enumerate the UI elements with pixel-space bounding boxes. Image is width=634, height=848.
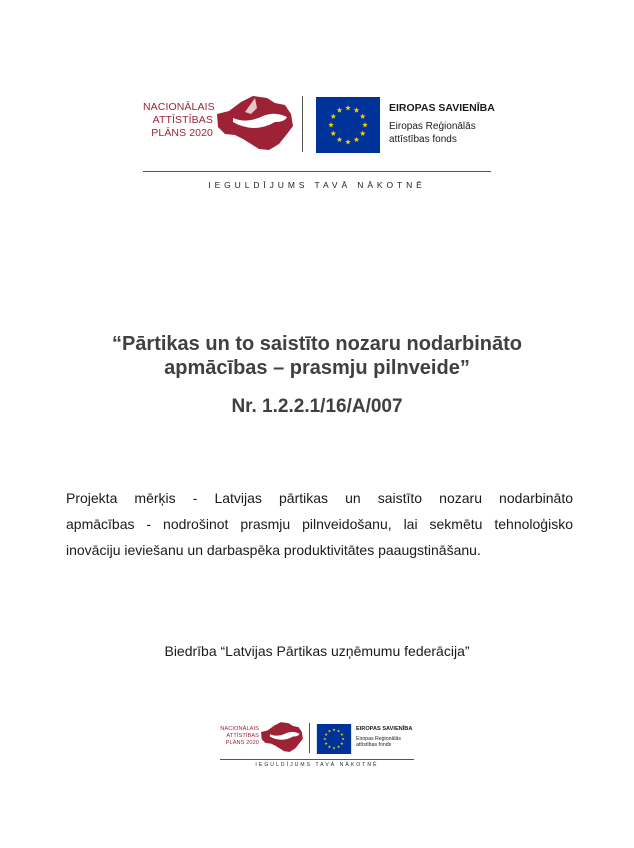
national-plan-line2: ATTĪSTĪBAS [226, 733, 259, 739]
national-plan-line2: ATTĪSTĪBAS [152, 114, 213, 126]
national-plan-text [143, 101, 213, 140]
national-plan-line3: PLĀNS 2020 [225, 740, 259, 746]
eu-fund-line1: Eiropas Reģionālās [356, 735, 401, 742]
banner-rule [143, 171, 491, 172]
eu-fund-line2: attīstības fonds [356, 742, 392, 748]
eu-flag-logo [316, 97, 380, 153]
eu-text [356, 726, 412, 749]
latvia-map-logo [260, 721, 304, 753]
latvia-map-logo [215, 94, 295, 152]
eu-text [389, 102, 495, 146]
goal-line: apmācības - nodrošinot prasmju pilnveidošanu, lai sekmētu tehnoloģisko [66, 516, 573, 532]
goal-line: inovāciju ieviešanu un darbaspēka produktivitātes paaugstināšanu. [66, 542, 481, 558]
national-plan-line1: NACIONĀLAIS [143, 101, 215, 113]
bottom-logo-banner [220, 721, 414, 769]
national-plan-line1: NACIONĀLAIS [220, 726, 259, 732]
top-logo-banner [143, 94, 495, 190]
eu-title: EIROPAS SAVIENĪBA [389, 102, 495, 114]
eu-fund-line1: Eiropas Reģionālās [389, 121, 476, 132]
title-line2: apmācības – prasmju pilnveide” [164, 357, 470, 379]
eu-title: EIROPAS SAVIENĪBA [356, 726, 413, 732]
title-line1: “Pārtikas un to saistīto nozaru nodarbināto [111, 333, 523, 355]
organization-name: Biedrība “Latvijas Pārtikas uzņēmumu federācija” [164, 643, 470, 659]
logo-divider [309, 723, 310, 753]
tagline: IEGULDĪJUMS TAVĀ NĀKOTNĒ [208, 180, 426, 190]
logo-divider [302, 96, 303, 152]
project-number: Nr. 1.2.2.1/16/A/007 [231, 396, 403, 417]
project-goal-paragraph [66, 485, 573, 563]
banner-rule [220, 759, 414, 760]
national-plan-text [220, 726, 259, 747]
document-title [40, 332, 594, 380]
national-plan-line3: PLĀNS 2020 [151, 127, 213, 139]
goal-line: Projekta mērķis - Latvijas pārtikas un saistīto nozaru nodarbināto [66, 490, 573, 506]
tagline: IEGULDĪJUMS TAVĀ NĀKOTNĒ [255, 762, 379, 768]
eu-fund-line2: attīstības fonds [389, 134, 457, 145]
eu-flag-logo [316, 724, 352, 754]
